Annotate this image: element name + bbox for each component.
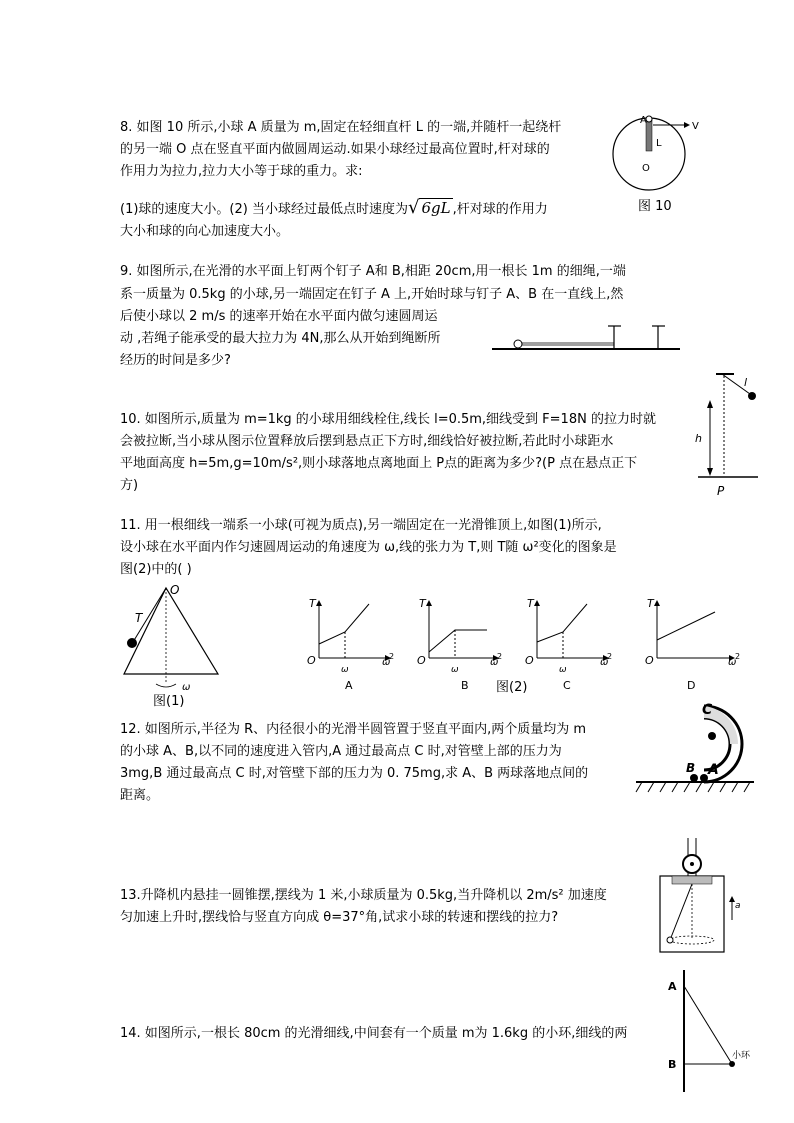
- rod: [646, 119, 652, 151]
- svg-text:ω: ω: [451, 665, 459, 675]
- svg-text:O: O: [645, 654, 654, 667]
- p9-line4: 动 ,若绳子能承受的最大拉力为 4N,那么从开始到绳断所: [120, 331, 441, 346]
- svg-text:T: T: [527, 597, 534, 610]
- label-l: L: [656, 138, 662, 149]
- svg-text:O: O: [525, 654, 534, 667]
- p13-line2: 匀加速上升时,摆线恰与竖直方向成 θ=37°角,试求小球的转速和摆线的拉力?: [120, 910, 559, 925]
- svg-text:2: 2: [497, 652, 503, 661]
- p8-line1: 8. 如图 10 所示,小球 A 质量为 m,固定在轻细直杆 L 的一端,并随杆一起绕杆: [120, 120, 562, 135]
- svg-text:ω: ω: [600, 657, 609, 668]
- ball-top: [708, 732, 716, 740]
- svg-text:2: 2: [607, 652, 613, 661]
- svg-text:O: O: [307, 654, 316, 667]
- p8-line4: [120, 198, 548, 220]
- label-a: A: [668, 980, 677, 993]
- svg-text:T: T: [419, 597, 426, 610]
- p11-line1: 11. 用一根细线一端系一小球(可视为质点),另一端固定在一光滑锥顶上,如图(1)所示,: [120, 518, 602, 533]
- p11-line2: 设小球在水平面内作匀速圆周运动的角速度为 ω,线的张力为 T,则 T随 ω²变化的图象是: [120, 540, 617, 555]
- ball-a: [690, 774, 698, 782]
- ball: [514, 340, 522, 348]
- label-a: a: [735, 901, 741, 911]
- cone: [124, 588, 218, 674]
- graph-b: [417, 597, 502, 692]
- ball-a: [646, 116, 652, 122]
- p9-line3: 后使小球以 2 m/s 的速率开始在水平面内做匀速圆周运: [120, 309, 438, 324]
- svg-text:ω: ω: [382, 657, 391, 668]
- label-a: A: [708, 762, 719, 778]
- label-v: V: [692, 121, 699, 132]
- svg-text:2: 2: [389, 652, 395, 661]
- svg-text:ω: ω: [490, 657, 499, 668]
- p9-diagram: [492, 318, 682, 354]
- ceiling-mount: [672, 876, 712, 884]
- label-a: A: [640, 115, 647, 126]
- p8-line4a: (1)球的速度大小。(2) 当小球经过最低点时速度为: [120, 202, 408, 217]
- p14-line1: 14. 如图所示,一根长 80cm 的光滑细线,中间套有一个质量 m为 1.6kg 的小环,细线的两: [120, 1026, 628, 1041]
- p11-line3: 图(2)中的( ): [120, 562, 192, 577]
- p9-line1: 9. 如图所示,在光滑的水平面上钉两个钉子 A和 B,相距 20cm,用一根长 1m 的细绳,一端: [120, 264, 626, 279]
- p9-line2: 系一质量为 0.5kg 的小球,另一端固定在钉子 A 上,开始时球与钉子 A、B 在一直线上,然: [120, 287, 624, 302]
- p8-line3: 作用力为拉力,拉力大小等于球的重力。求:: [120, 164, 363, 179]
- pendulum-string: [670, 884, 692, 940]
- p12-diagram: [632, 696, 760, 802]
- p13-diagram: [652, 836, 742, 956]
- label-o: O: [170, 583, 180, 597]
- label-l: l: [744, 376, 748, 389]
- label-b: B: [686, 761, 696, 775]
- graph-a: [307, 597, 394, 692]
- fig1-caption: 图(1): [153, 694, 185, 709]
- graph-d: [645, 597, 740, 692]
- fig10-caption: 图 10: [638, 199, 672, 214]
- p10-line1: 10. 如图所示,质量为 m=1kg 的小球用细线栓住,线长 l=0.5m,细线受到 F=18N 的拉力时就: [120, 412, 656, 427]
- svg-text:B: B: [461, 679, 469, 692]
- svg-text:T: T: [647, 597, 654, 610]
- formula-radicand: 6gL: [421, 199, 451, 217]
- ring: [729, 1061, 735, 1067]
- p12-line3: 3mg,B 通过最高点 C 时,对管壁下部的压力为 0. 75mg,求 A、B 两球落地点间的: [120, 766, 589, 781]
- label-p: P: [717, 484, 725, 498]
- svg-text:D: D: [687, 679, 696, 692]
- ball: [127, 638, 137, 648]
- p10-line2: 会被拉断,当小球从图示位置释放后摆到悬点正下方时,细线恰好被拉断,若此时小球距水: [120, 434, 614, 449]
- p12-line1: 12. 如图所示,半径为 R、内径很小的光滑半圆管置于竖直平面内,两个质量均为 m: [120, 722, 587, 737]
- label-h: h: [695, 432, 702, 445]
- svg-text:ω: ω: [559, 665, 567, 675]
- p9-line5: 经历的时间是多少?: [120, 353, 231, 368]
- label-omega: ω: [182, 682, 191, 690]
- graph-options: [305, 592, 755, 692]
- label-ring: 小环: [732, 1051, 751, 1061]
- ball: [667, 937, 673, 943]
- svg-text:O: O: [417, 654, 426, 667]
- p14-diagram: [660, 968, 760, 1094]
- p12-line2: 的小球 A、B,以不同的速度进入管内,A 通过最高点 C 时,对管壁上部的压力为: [120, 744, 562, 759]
- p10-line3: 平地面高度 h=5m,g=10m/s²,则小球落地点离地面上 P点的距离为多少?(P 点在悬点正下: [120, 456, 638, 471]
- svg-text:C: C: [563, 679, 571, 692]
- svg-text:2: 2: [735, 652, 741, 661]
- ball: [748, 392, 756, 400]
- p12-line4: 距离。: [120, 788, 160, 803]
- label-b: B: [668, 1058, 677, 1071]
- svg-text:ω: ω: [728, 657, 737, 668]
- ground-hatch: [636, 782, 750, 792]
- svg-text:ω: ω: [341, 665, 349, 675]
- graph-c: [525, 597, 612, 692]
- string-upper: [684, 986, 732, 1064]
- label-o: O: [642, 163, 650, 174]
- p8-line2: 的另一端 O 点在竖直平面内做圆周运动.如果小球经过最高位置时,杆对球的: [120, 142, 550, 157]
- svg-text:A: A: [345, 679, 353, 692]
- p10-line4: 方): [120, 478, 139, 493]
- label-c: C: [702, 702, 713, 718]
- cone-diagram: [118, 580, 228, 690]
- p8-line4b: ,杆对球的作用力: [452, 202, 548, 217]
- p13-line1: 13.升降机内悬挂一圆锥摆,摆线为 1 米,小球质量为 0.5kg,当升降机以 2m/s² 加速度: [120, 888, 607, 903]
- arrowhead: [684, 122, 690, 128]
- p8-line5: 大小和球的向心加速度大小。: [120, 224, 290, 239]
- rotation-arrow: [156, 684, 176, 687]
- sqrt-formula: √ 6gL: [407, 197, 451, 218]
- fig2-caption: 图(2): [496, 680, 528, 695]
- ball-b: [700, 774, 708, 782]
- svg-text:T: T: [309, 597, 316, 610]
- p10-diagram: [690, 366, 770, 500]
- label-t: T: [135, 611, 143, 625]
